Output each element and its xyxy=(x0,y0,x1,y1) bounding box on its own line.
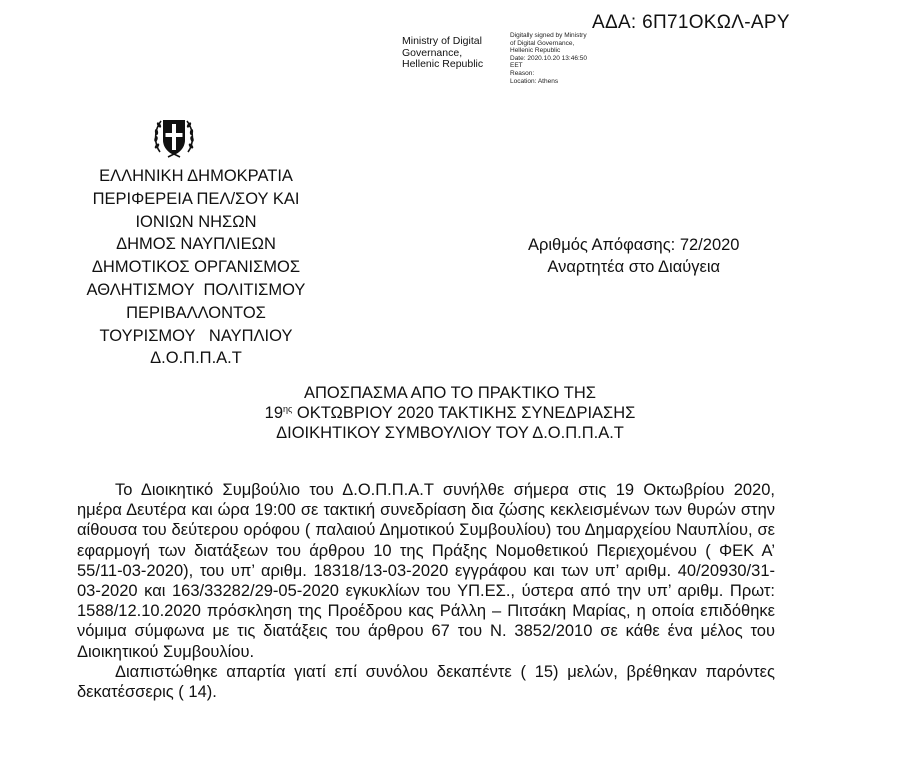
heading-ordinal: ης xyxy=(283,404,293,414)
heading-day: 19 xyxy=(264,404,283,422)
organization-block xyxy=(70,165,322,370)
signature-detail-line: Digitally signed by Ministry xyxy=(510,32,587,39)
signature-details xyxy=(510,32,587,85)
org-line: ΔΗΜΟΤΙΚΟΣ ΟΡΓΑΝΙΣΜΟΣ xyxy=(91,258,301,277)
greek-emblem-icon xyxy=(150,112,198,162)
signature-detail-line: of Digital Governance, xyxy=(510,39,575,47)
signature-detail-line: Hellenic Republic xyxy=(510,47,561,55)
body-paragraph: Διαπιστώθηκε απαρτία γιατί επί συνόλου δεκαπέντε ( 15) μελών, βρέθηκαν παρόντες δεκατέσσερις ( 14). xyxy=(77,662,775,702)
org-line: ΠΕΡΙΒΑΛΛΟΝΤΟΣ xyxy=(126,303,266,322)
org-line: ΕΛΛΗΝΙΚΗ ΔΗΜΟΚΡΑΤΙΑ xyxy=(99,167,293,185)
org-line: ΑΘΛΗΤΙΣΜΟΥ ΠΟΛΙΤΙΣΜΟΥ xyxy=(86,280,306,299)
signature-detail-line: Location: Athens xyxy=(510,77,559,85)
signature-signer xyxy=(402,36,483,71)
decision-posted: Αναρτητέα στο Διαύγεια xyxy=(547,258,721,276)
signature-detail-line: Reason: xyxy=(510,69,535,77)
signer-line: Governance, xyxy=(402,46,463,59)
decision-block xyxy=(528,234,739,278)
heading-line-3: ΔΙΟΙΚΗΤΙΚΟΥ ΣΥΜΒΟΥΛΙΟΥ ΤΟΥ Δ.Ο.Π.Π.Α.Τ xyxy=(276,424,624,442)
org-line: ΤΟΥΡΙΣΜΟΥ ΝΑΥΠΛΙΟΥ xyxy=(99,326,293,345)
org-line: ΙΟΝΙΩΝ ΝΗΣΩΝ xyxy=(135,212,257,231)
org-line: ΔΗΜΟΣ ΝΑΥΠΛΙΕΩΝ xyxy=(116,235,276,254)
document-heading xyxy=(0,383,900,443)
org-line: Δ.Ο.Π.Π.Α.Τ xyxy=(150,349,242,368)
org-line: ΠΕΡΙΦΕΡΕΙΑ ΠΕΛ/ΣΟΥ ΚΑΙ xyxy=(92,189,300,208)
ada-code: ΑΔΑ: 6Π71ΟΚΩΛ-ΑΡΥ xyxy=(592,12,790,33)
body-text xyxy=(77,480,775,702)
signature-detail-line: EET xyxy=(510,62,523,70)
signature-detail-line: Date: 2020.10.20 13:46:50 xyxy=(510,54,587,62)
heading-line-2 xyxy=(0,403,900,423)
heading-date-rest: ΟΚΤΩΒΡΙΟΥ 2020 ΤΑΚΤΙΚΗΣ ΣΥΝΕΔΡΙΑΣΗΣ xyxy=(292,404,636,422)
decision-number: Αριθμός Απόφασης: 72/2020 xyxy=(528,236,740,254)
heading-line-1: ΑΠΟΣΠΑΣΜΑ ΑΠΟ ΤΟ ΠΡΑΚΤΙΚΟ ΤΗΣ xyxy=(303,384,596,402)
signer-line: Ministry of Digital xyxy=(402,35,482,47)
signer-line: Hellenic Republic xyxy=(402,58,484,70)
body-paragraph: Το Διοικητικό Συμβούλιο του Δ.Ο.Π.Π.Α.Τ συνήλθε σήμερα στις 19 Οκτωβρίου 2020, ημέρα Δευτέρα και ώρα 19:00 σε τακτική συνεδρίαση δια ζώσης κεκλεισμένων των θυρών στην αίθουσα του δεύτερου ορόφου ( παλαιού Δημοτικού Συμβουλίου) του Δημαρχείου Ναυπλίου, σε εφαρμογή των διατάξεων του άρθρου 10 της Πράξης Νομοθετικού Περιεχομένου ( ΦΕΚ Α’ 55/11-03-2020), του υπ’ αριθμ. 18318/13-03-2020 εγγράφου και των υπ’ αριθμ. 40/20930/31-03-2020 και 163/33282/29-05-2020 εγκυκλίων του ΥΠ.ΕΣ., ύστερα από την υπ’ αριθμ. Πρωτ: 1588/12.10.2020 πρόσκληση της Προέδρου κας Ράλλη – Πιτσάκη Μαρίας, η οποία επιδόθηκε νόμιμα σύμφωνα με τις διατάξεις του άρθρου 67 του Ν. 3852/2010 σε κάθε ένα μέλος του Διοικητικού Συμβουλίου. xyxy=(77,481,775,661)
